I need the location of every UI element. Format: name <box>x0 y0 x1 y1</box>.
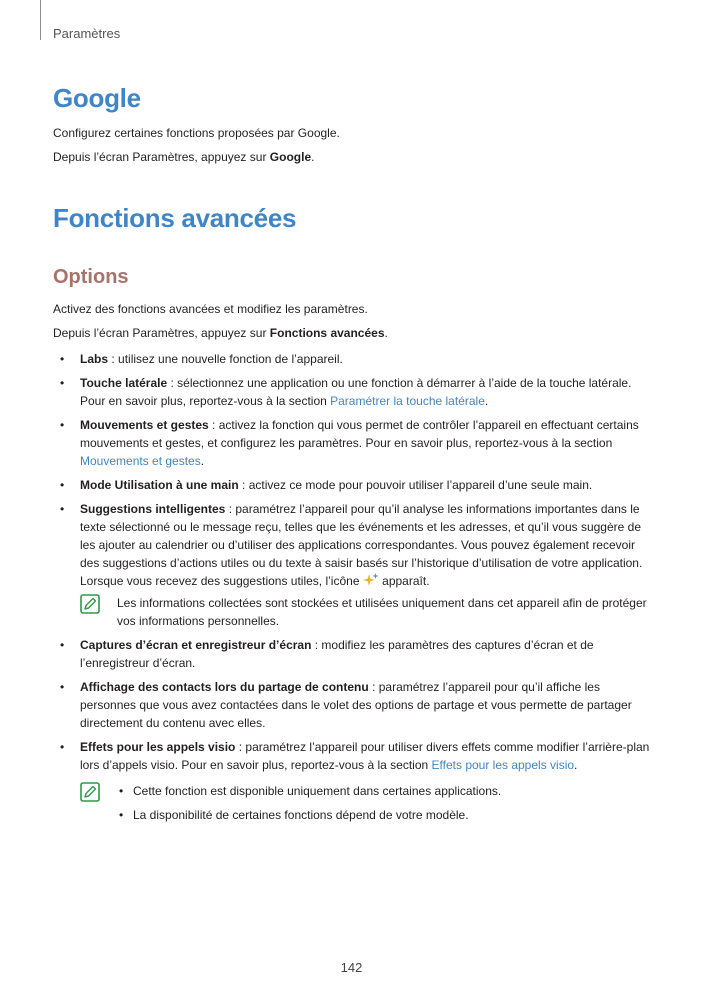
options-path-bold: Fonctions avancées <box>269 326 385 340</box>
options-description: Activez des fonctions avancées et modifiez les paramètres. <box>53 302 368 316</box>
note-list <box>117 782 653 824</box>
note-text: Les informations collectées sont stockées et utilisées uniquement dans cet appareil afin de protéger vos informations personnelles. <box>117 596 647 628</box>
google-path: Depuis l’écran Paramètres, appuyez sur Google. <box>53 150 315 164</box>
item-term: Touche latérale <box>80 376 168 390</box>
options-title: Options <box>53 266 129 288</box>
sparkle-icon <box>363 573 379 587</box>
item-term: Effets pour les appels visio <box>80 740 236 754</box>
list-item-motions: • Mouvements et gestes : activez la fonction qui vous permet de contrôler l’appareil en effectuant certains mouvements et gestes, et configurez les paramètres. Pour en savoir plus, reportez-vous à la section Mouvements et gestes. <box>60 418 639 468</box>
item-term: Mode Utilisation à une main <box>80 478 239 492</box>
options-list <box>53 350 653 824</box>
list-item-suggestions: • Suggestions intelligentes : paramétrez l’appareil pour qu’il analyse les informations importantes dans le texte sélectionné ou le message reçu, telles que les événements et les adresses, et qu’il vous suggère de les ajouter au calendrier ou d’utiliser des applications correspondantes. Vous pouvez également recevoir des suggestions d’actions utiles ou du texte à saisir basés sur l’historique d’utilisation de votre application. Lorsque vous recevez des suggestions utiles, l’icône apparaît. Les informations collectées sont stockées et utilisées uniquement dans cet appareil afin de protéger vos informations personnelles. <box>53 500 653 630</box>
note-availability <box>53 782 653 824</box>
item-term: Labs <box>80 352 109 366</box>
google-description: Configurez certaines fonctions proposées par Google. <box>53 126 340 140</box>
item-term: Suggestions intelligentes <box>80 502 226 516</box>
note-icon <box>80 782 100 802</box>
link-motions[interactable]: Mouvements et gestes <box>80 454 201 468</box>
margin-rule <box>40 0 41 40</box>
list-item-labs: • Labs : utilisez une nouvelle fonction de l’appareil. <box>60 352 343 366</box>
note-list-item: • Cette fonction est disponible uniquement dans certaines applications. <box>119 784 502 798</box>
options-path: Depuis l’écran Paramètres, appuyez sur Fonctions avancées. <box>53 326 388 340</box>
list-item-video-effects: • Effets pour les appels visio : paramétrez l’appareil pour utiliser divers effets comme modifier l’arrière-plan lors d’appels visio. Pour en savoir plus, reportez-vous à la section Effets pour les appels visio. • Cette fonction est disponible uniquement dans certaines applications. • La disponibilité de certaines fonctions dépend de votre modèle. <box>53 738 653 824</box>
list-item-side-key: • Touche latérale : sélectionnez une application ou une fonction à démarrer à l’aide de la touche latérale. Pour en savoir plus, reportez-vous à la section Paramétrer la touche latérale. <box>60 376 632 408</box>
google-path-bold: Google <box>269 150 312 164</box>
running-head: Paramètres <box>53 26 121 41</box>
item-term: Captures d’écran et enregistreur d’écran <box>80 638 312 652</box>
link-video-effects[interactable]: Effets pour les appels visio <box>431 758 575 772</box>
item-term: Affichage des contacts lors du partage de contenu <box>80 680 369 694</box>
item-term: Mouvements et gestes <box>80 418 209 432</box>
page-content <box>53 82 653 830</box>
note-list-item: • La disponibilité de certaines fonctions dépend de votre modèle. <box>119 808 469 822</box>
google-title: Google <box>53 83 141 113</box>
note-privacy <box>53 594 653 630</box>
list-item-direct-share: • Affichage des contacts lors du partage de contenu : paramétrez l’appareil pour qu’il affiche les personnes que vous avez contactées dans le volet des options de partage et vous permette de partager directement du contenu avec elles. <box>60 680 632 730</box>
page-number: 142 <box>340 960 363 975</box>
link-side-key[interactable]: Paramétrer la touche latérale <box>330 394 485 408</box>
list-item-screenshots: • Captures d’écran et enregistreur d’écran : modifiez les paramètres des captures d’écran et de l’enregistreur d’écran. <box>60 638 594 670</box>
advanced-title: Fonctions avancées <box>53 203 297 233</box>
note-icon <box>80 594 100 614</box>
list-item-one-hand: • Mode Utilisation à une main : activez ce mode pour pouvoir utiliser l’appareil d’une seule main. <box>60 478 593 492</box>
